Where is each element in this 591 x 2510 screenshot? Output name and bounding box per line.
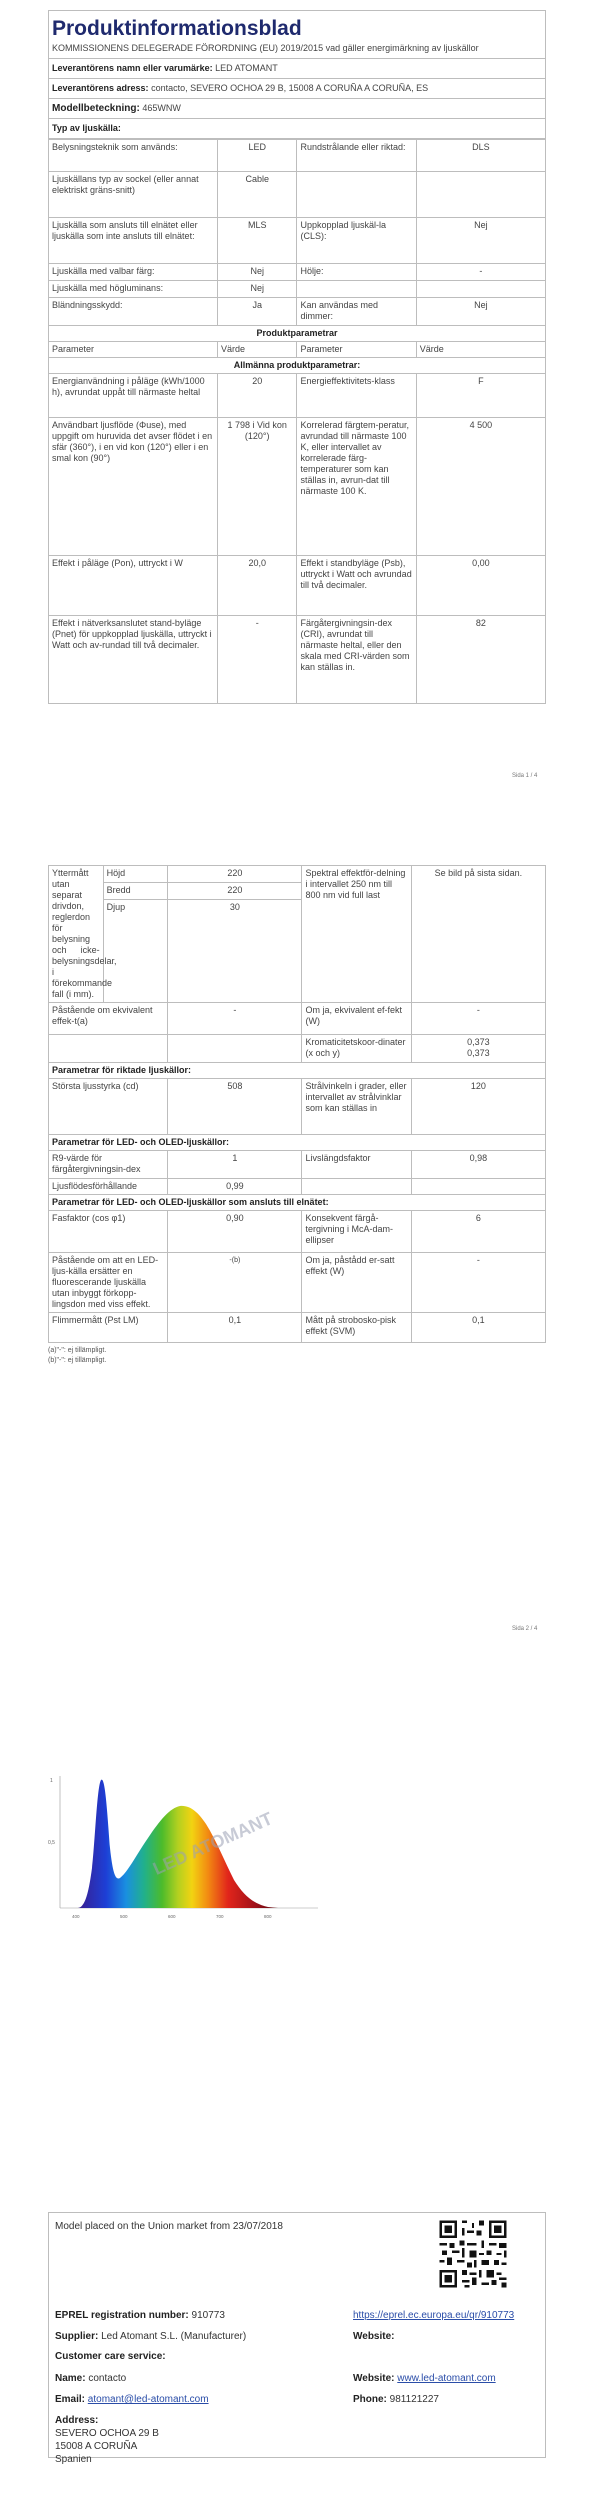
beam-label: Strålvinkeln i grader, eller intervallet av strålvinklar som kan ställas in	[302, 1079, 411, 1135]
x-tick: 700	[216, 1914, 224, 1919]
dim-label: Höjd	[103, 866, 168, 883]
name-label: Name:	[55, 2373, 86, 2384]
page-number: Sida 2 / 4	[512, 1626, 538, 1632]
page-number: Sida 1 / 4	[512, 773, 538, 779]
row-value: Cable	[217, 172, 297, 218]
chroma-x: 0,373	[467, 1037, 490, 1047]
row-value: Nej	[416, 218, 545, 264]
life-label: Livslängdsfaktor	[302, 1151, 411, 1179]
table-row	[49, 172, 546, 218]
flicker-label: Flimmermått (Pst LM)	[49, 1313, 168, 1343]
row-value: 82	[416, 616, 545, 704]
dim-value: 30	[168, 900, 302, 1003]
header-table	[48, 10, 546, 139]
phase-value: 0,90	[168, 1211, 302, 1253]
row-label: Uppkopplad ljuskäl-la (CLS):	[297, 218, 416, 264]
spectrum-chart	[48, 1768, 328, 1928]
page-title: Produktinformationsblad	[52, 17, 302, 40]
website-label: Website:	[353, 2331, 395, 2342]
row-value: 20,0	[217, 556, 297, 616]
x-tick: 400	[72, 1914, 80, 1919]
address-line: Spanien	[55, 2454, 92, 2465]
mains-title: Parametrar för LED- och OLED-ljuskällor som ansluts till elnätet:	[49, 1195, 546, 1211]
table-row	[49, 140, 546, 172]
row-value: LED	[217, 140, 297, 172]
table-row	[49, 418, 546, 556]
x-tick: 600	[168, 1914, 176, 1919]
flicker-value: 0,1	[168, 1313, 302, 1343]
column-header: Värde	[416, 342, 545, 358]
customer-care-label: Customer care service:	[55, 2351, 166, 2362]
row-value: Ja	[217, 298, 297, 326]
supplier-name-label: Leverantörens namn eller varumärke:	[52, 63, 213, 73]
row-label: Belysningsteknik som används:	[49, 140, 218, 172]
email-link[interactable]: atomant@led-atomant.com	[87, 2394, 209, 2405]
spectrum-area	[78, 1780, 278, 1908]
model-value: 465WNW	[142, 103, 181, 113]
table-row	[49, 218, 546, 264]
row-value	[416, 172, 545, 218]
header-row	[49, 342, 546, 358]
row-value: 0,00	[416, 556, 545, 616]
row-label: Ljuskälla som ansluts till elnätet eller ljuskälla som inte ansluts till elnätet:	[49, 218, 218, 264]
row-value: Nej	[416, 298, 545, 326]
row-label: Ljuskälla med valbar färg:	[49, 264, 218, 281]
name-value: contacto	[88, 2373, 127, 2384]
row-value: -	[217, 616, 297, 704]
claim-label: Påstående om att en LED-ljus-källa ersätter en fluorescerande ljuskälla utan inbyggt förkopp-lingsdon med viss effekt.	[49, 1253, 168, 1313]
row-value: MLS	[217, 218, 297, 264]
claim2-label: Om ja, påstådd er-satt effekt (W)	[302, 1253, 411, 1313]
row-label	[297, 281, 416, 298]
table-row	[49, 556, 546, 616]
outer-dim-label: Yttermått utan separat drivdon, reglerdon för belysning och icke-belysningsdelar, i förekommande fall (i mm).	[49, 866, 104, 1003]
phone-label: Phone:	[353, 2394, 387, 2405]
directional-title: Parametrar för riktade ljuskällor:	[49, 1063, 546, 1079]
placed-on-market: Model placed on the Union market from 23/07/2018	[55, 2221, 283, 2232]
x-tick: 500	[120, 1914, 128, 1919]
table-row	[49, 374, 546, 418]
equiv-label: Påstående om ekvivalent effek-t(a)	[49, 1003, 168, 1035]
table-row	[49, 298, 546, 326]
spectral-value: Se bild på sista sidan.	[411, 866, 545, 1003]
row-label: Effekt i påläge (Pon), uttryckt i W	[49, 556, 218, 616]
row-value: F	[416, 374, 545, 418]
chroma-y: 0,373	[467, 1048, 490, 1058]
regulation-text: KOMMISSIONENS DELEGERADE FÖRORDNING (EU) 2019/2015 vad gäller energimärkning av ljuskällor	[52, 43, 479, 53]
peak-value: 508	[168, 1079, 302, 1135]
strobo-value: 0,1	[411, 1313, 545, 1343]
beam-value: 120	[411, 1079, 545, 1135]
row-label: Energianvändning i påläge (kWh/1000 h), avrundat uppåt till närmaste heltal	[49, 374, 218, 418]
table-row	[49, 281, 546, 298]
row-label: Effekt i standbyläge (Psb), uttryckt i Watt och avrundad till två decimaler.	[297, 556, 416, 616]
page2-table	[48, 865, 546, 1343]
page-2	[48, 865, 546, 1366]
row-value: 4 500	[416, 418, 545, 556]
watermark-logo: LED ATOMANT	[149, 1808, 276, 1879]
supplier-address-label: Leverantörens adress:	[52, 83, 149, 93]
row-value: 1 798 i Vid kon (120°)	[217, 418, 297, 556]
life-value: 0,98	[411, 1151, 545, 1179]
footnote-b: (b)"-": ej tillämpligt.	[48, 1357, 107, 1364]
chroma-label: Kromaticitetskoor-dinater (x och y)	[302, 1035, 411, 1063]
supplier-address-value: contacto, SEVERO OCHOA 29 B, 15008 A CORUÑA A CORUÑA, ES	[151, 83, 429, 93]
lumen-value: 0,99	[168, 1179, 302, 1195]
address-line: 15008 A CORUÑA	[55, 2441, 138, 2452]
row-label: Ljuskällans typ av sockel (eller annat elektriskt gräns-snitt)	[49, 172, 218, 218]
row-value	[416, 281, 545, 298]
column-header: Värde	[217, 342, 297, 358]
y-tick-05: 0,5	[48, 1840, 55, 1846]
led-title: Parametrar för LED- och OLED-ljuskällor:	[49, 1135, 546, 1151]
column-header: Parameter	[49, 342, 218, 358]
row-label: Kan användas med dimmer:	[297, 298, 416, 326]
dim-value: 220	[168, 866, 302, 883]
macadam-label: Konsekvent färgå-tergivning i McA-dam-ellipser	[302, 1211, 411, 1253]
equiv2-value: -	[411, 1003, 545, 1035]
qr-code-image	[437, 2218, 509, 2290]
claim2-value: -	[411, 1253, 545, 1313]
row-value: DLS	[416, 140, 545, 172]
phase-label: Fasfaktor (cos φ1)	[49, 1211, 168, 1253]
lumen-label: Ljusflödesförhållande	[49, 1179, 168, 1195]
eprel-link[interactable]: https://eprel.ec.europa.eu/qr/910773	[353, 2310, 515, 2321]
row-label: Rundstrålande eller riktad:	[297, 140, 416, 172]
supplier-label: Supplier:	[55, 2331, 99, 2342]
eprel-value: 910773	[191, 2310, 225, 2321]
address-line: SEVERO OCHOA 29 B	[55, 2428, 159, 2439]
dim-value: 220	[168, 883, 302, 900]
table-row	[49, 616, 546, 704]
column-header: Parameter	[297, 342, 416, 358]
eprel-label: EPREL registration number:	[55, 2310, 189, 2321]
row-label: Användbart ljusflöde (Φuse), med uppgift om huruvida det avser flödet i en sfär (360°), i en vid kon (120°) eller i en smal kon (90°)	[49, 418, 218, 556]
row-label: Ljuskälla med högluminans:	[49, 281, 218, 298]
website-link[interactable]: www.led-atomant.com	[397, 2373, 496, 2384]
peak-label: Största ljusstyrka (cd)	[49, 1079, 168, 1135]
row-label: Bländningsskydd:	[49, 298, 218, 326]
phone-value: 981121227	[389, 2394, 439, 2405]
footnote-a: (a)"-": ej tillämpligt.	[48, 1347, 107, 1354]
row-value: 20	[217, 374, 297, 418]
row-label: Korrelerad färgtem-peratur, avrundad till närmaste 100 K, eller intervallet av korrelerade färg-temperaturer som kan ställas in, avrun-dat till närmaste 100 K.	[297, 418, 416, 556]
row-label: Färgåtergivningsin-dex (CRI), avrundat till närmaste heltal, eller den skala med CRI-värden som kan ställas in.	[297, 616, 416, 704]
row-value: Nej	[217, 281, 297, 298]
table-row	[49, 264, 546, 281]
row-value: Nej	[217, 264, 297, 281]
light-source-table	[48, 139, 546, 704]
row-label: Effekt i nätverksanslutet stand-byläge (Pnet) för uppkopplad ljuskälla, uttryckt i Watt och av-rundad till två decimaler.	[49, 616, 218, 704]
supplier-value: Led Atomant S.L. (Manufacturer)	[101, 2331, 247, 2342]
row-label: Energieffektivitets-klass	[297, 374, 416, 418]
address-label: Address:	[55, 2415, 99, 2426]
qr-code	[437, 2218, 509, 2290]
row-label: Hölje:	[297, 264, 416, 281]
y-tick-1: 1	[50, 1778, 53, 1784]
spectral-label: Spektral effektför-delning i intervallet 250 nm till 800 nm vid full last	[302, 866, 411, 1003]
dim-label: Bredd	[103, 883, 168, 900]
dim-label: Djup	[103, 900, 168, 1003]
row-value: -	[416, 264, 545, 281]
r9-value: 1	[168, 1151, 302, 1179]
macadam-value: 6	[411, 1211, 545, 1253]
page-4	[48, 2212, 546, 2465]
light-source-type-title: Typ av ljuskälla:	[49, 119, 546, 139]
spectrum-figure	[48, 1768, 328, 1928]
model-label: Modellbeteckning:	[52, 103, 140, 114]
general-params-title: Allmänna produktparametrar:	[49, 358, 546, 374]
equiv-value: -	[168, 1003, 302, 1035]
strobo-label: Mått på strobosko-pisk effekt (SVM)	[302, 1313, 411, 1343]
claim-value: -(b)	[168, 1253, 302, 1313]
supplier-name-value: LED ATOMANT	[215, 63, 278, 73]
r9-label: R9-värde för färgåtergivningsin-dex	[49, 1151, 168, 1179]
equiv2-label: Om ja, ekvivalent ef-fekt (W)	[302, 1003, 411, 1035]
email-label: Email:	[55, 2394, 86, 2405]
x-tick: 800	[264, 1914, 272, 1919]
row-label	[297, 172, 416, 218]
website2-label: Website:	[353, 2373, 395, 2384]
product-params-title: Produktparametrar	[49, 326, 546, 342]
page-1	[48, 10, 546, 704]
